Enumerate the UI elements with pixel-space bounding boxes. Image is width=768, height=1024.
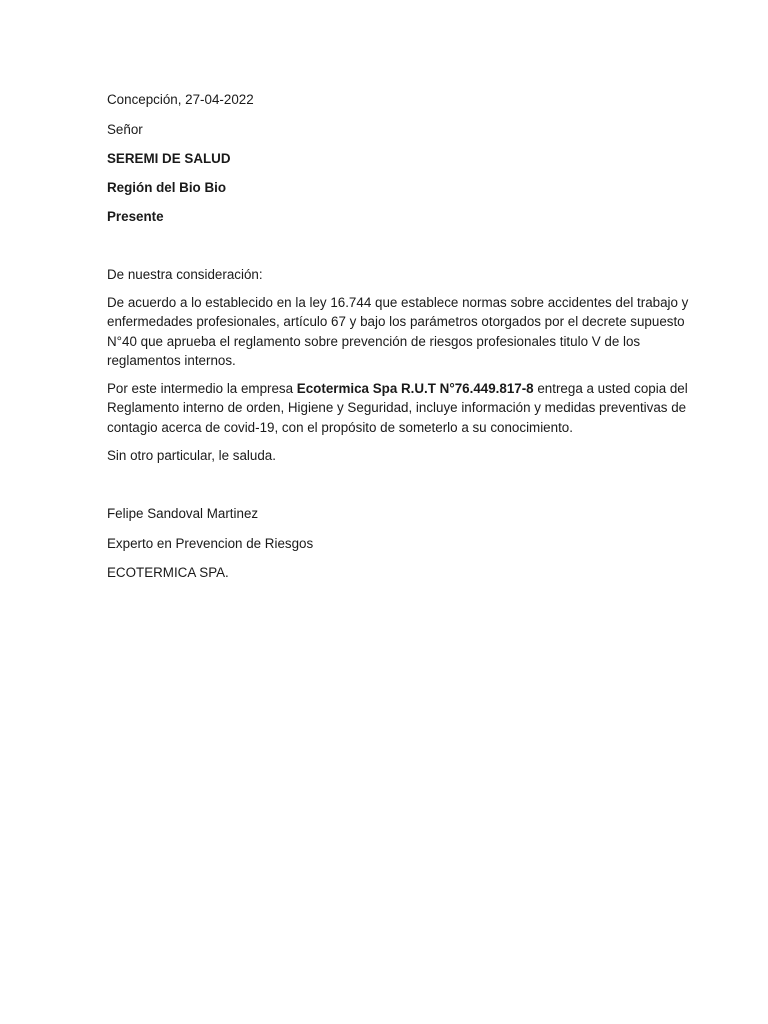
- company-rut: Ecotermica Spa R.U.T N°76.449.817-8: [296, 381, 534, 396]
- greeting: De nuestra consideración:: [107, 267, 263, 282]
- recipient-line-3: Presente: [107, 209, 164, 224]
- paragraph-1-row-1: De acuerdo a lo establecido en la ley 16.744 que establece normas sobre accidentes del trabajo y: [107, 295, 689, 310]
- paragraph-2-row-1-suffix: entrega a usted copia del: [533, 381, 688, 396]
- paragraph-legal-basis: [107, 293, 689, 371]
- signer-title: Experto en Prevencion de Riesgos: [107, 536, 314, 551]
- paragraph-2-row-2: Reglamento interno de orden, Higiene y Seguridad, incluye información y medidas preventivas de: [107, 400, 687, 416]
- paragraph-2-row-1: [107, 379, 688, 398]
- signer-company: ECOTERMICA SPA.: [107, 565, 229, 580]
- paragraph-1-row-4: reglamentos internos.: [107, 353, 236, 369]
- recipient-line-1: SEREMI DE SALUD: [107, 151, 231, 166]
- paragraph-delivery: [107, 379, 688, 437]
- paragraph-2-row-1-prefix: Por este intermedio la empresa: [107, 381, 297, 396]
- salutation: Señor: [107, 122, 143, 137]
- paragraph-1-row-2: enfermedades profesionales, artículo 67 y bajo los parámetros otorgados por el decrete supuesto: [107, 314, 685, 330]
- paragraph-2-row-3: contagio acerca de covid-19, con el propósito de someterlo a su conocimiento.: [107, 419, 573, 435]
- recipient-line-2: Región del Bio Bio: [107, 180, 227, 195]
- paragraph-1-row-3: N°40 que aprueba el reglamento sobre prevención de riesgos profesionales titulo V de los: [107, 333, 641, 349]
- signer-name: Felipe Sandoval Martinez: [107, 506, 259, 521]
- place-date: Concepción, 27-04-2022: [107, 92, 254, 107]
- closing: Sin otro particular, le saluda.: [107, 448, 276, 463]
